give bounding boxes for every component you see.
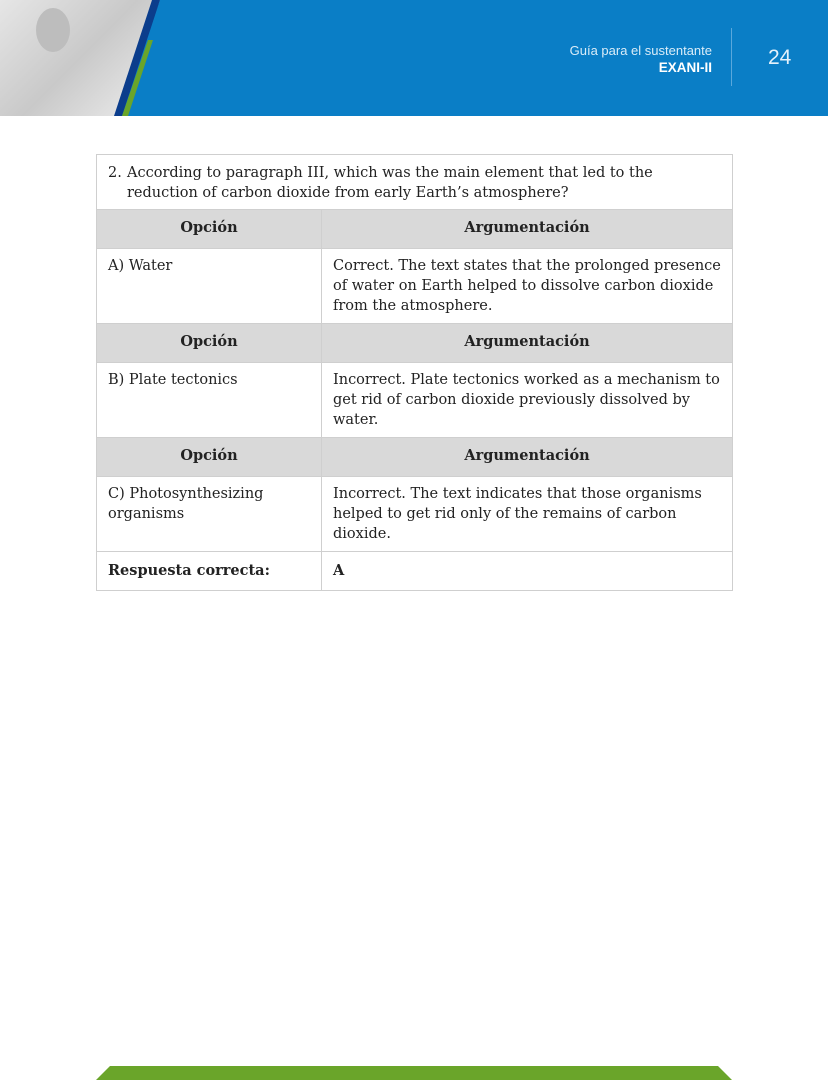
header-argument: Argumentación [322, 438, 733, 477]
table-row [97, 363, 733, 438]
exam-name: EXANI-II [658, 60, 712, 75]
question-number: 2. [108, 165, 122, 181]
answer-label: Respuesta correcta: [97, 552, 322, 591]
table-header [97, 210, 733, 249]
guide-subtitle: Guía para el sustentante [569, 43, 712, 58]
question-row [97, 155, 733, 210]
option-label: C) Photosynthesizing organisms [97, 477, 322, 552]
table-header [97, 324, 733, 363]
photo-figure [36, 8, 70, 52]
table-row [97, 249, 733, 324]
header-option: Opción [97, 324, 322, 363]
option-label: A) Water [97, 249, 322, 324]
option-argument: Correct. The text states that the prolonged presence of water on Earth helped to dissolve carbon dioxide from the atmosphere. [322, 249, 733, 324]
answer-row [97, 552, 733, 591]
answer-table [96, 154, 733, 591]
answer-value: A [322, 552, 733, 591]
header-argument: Argumentación [322, 324, 733, 363]
header-divider [731, 28, 732, 86]
question-text: According to paragraph III, which was the main element that led to the reduction of carbon dioxide from early Earth’s atmosphere? [127, 165, 653, 201]
header-argument: Argumentación [322, 210, 733, 249]
header-option: Opción [97, 438, 322, 477]
page-header [0, 0, 828, 116]
table-row [97, 477, 733, 552]
header-option: Opción [97, 210, 322, 249]
option-argument: Incorrect. The text indicates that those organisms helped to get rid only of the remains of carbon dioxide. [322, 477, 733, 552]
page-number: 24 [768, 46, 792, 69]
option-label: B) Plate tectonics [97, 363, 322, 438]
option-argument: Incorrect. Plate tectonics worked as a mechanism to get rid of carbon dioxide previously dissolved by water. [322, 363, 733, 438]
table-header [97, 438, 733, 477]
guide-title [570, 42, 712, 76]
